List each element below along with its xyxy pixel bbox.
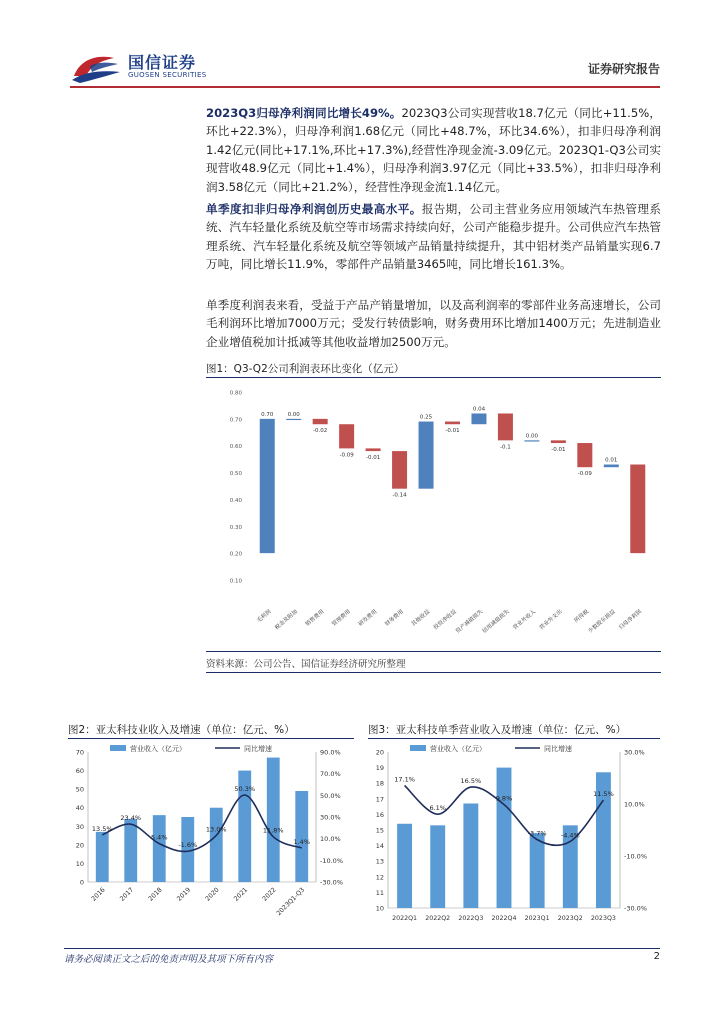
- fig3-title: 图3：亚太科技单季营业收入及增速（单位：亿元、%）: [368, 724, 627, 736]
- fig1-top-rule: [206, 377, 661, 378]
- waterfall-bar: [577, 443, 592, 467]
- y-tick-label: 0.60: [229, 444, 242, 451]
- y-tick-label: 19: [375, 764, 384, 773]
- y2-tick-label: 10.0%: [320, 835, 341, 844]
- data-label: -0.09: [339, 452, 354, 459]
- data-label: -0.02: [313, 428, 328, 435]
- x-tick-label: 2022Q2: [425, 915, 451, 922]
- waterfall-bar: [524, 440, 539, 441]
- data-label: 0.70: [261, 411, 274, 418]
- waterfall-bar: [339, 424, 354, 448]
- data-label: -0.01: [445, 428, 460, 435]
- x-tick-label: 2016: [90, 886, 107, 903]
- fig2-top-rule: [68, 738, 354, 739]
- y-tick-label: 0.50: [229, 471, 242, 478]
- growth-data-label: 13.5%: [91, 824, 113, 833]
- x-tick-label: 2023Q2: [557, 915, 583, 922]
- x-tick-label: 2022: [261, 886, 278, 903]
- x-tick-label: 2018: [147, 886, 164, 903]
- data-label: 0.00: [287, 411, 300, 418]
- y-tick-label: 40: [75, 804, 84, 813]
- x-tick-label: 投资净收益: [432, 608, 458, 632]
- y-tick-label: 16: [375, 810, 384, 819]
- paragraph-q3-profit: [206, 104, 661, 196]
- x-tick-label: 营业外收入: [512, 608, 538, 632]
- waterfall-bar: [604, 465, 619, 468]
- growth-data-label: 11.8%: [262, 826, 284, 835]
- logo-cn: 国信证券: [128, 53, 197, 72]
- waterfall-bar: [419, 422, 434, 489]
- y2-tick-label: 90.0%: [320, 748, 341, 757]
- waterfall-bar: [630, 465, 645, 554]
- waterfall-bar: [366, 448, 381, 451]
- waterfall-chart: [206, 380, 661, 650]
- growth-data-label: 13.0%: [205, 825, 227, 834]
- legend-bar-label: 营业收入（亿元）: [430, 745, 486, 753]
- y2-tick-label: -10.0%: [624, 852, 647, 861]
- x-tick-label: 少数股东损益: [587, 608, 617, 635]
- y-tick-label: 0.40: [229, 497, 242, 504]
- growth-data-label: 9.8%: [495, 794, 513, 803]
- y2-tick-label: 10.0%: [624, 800, 645, 809]
- x-tick-label: 归母净利润: [618, 608, 644, 632]
- y-tick-label: 0: [79, 878, 84, 887]
- x-tick-label: 财务费用: [384, 608, 405, 628]
- revenue-bar: [267, 758, 280, 882]
- waterfall-bar: [498, 413, 513, 440]
- header-divider: [70, 86, 660, 88]
- x-tick-label: 2017: [118, 886, 136, 903]
- paragraph-record-profit: [206, 200, 661, 274]
- paragraph-quarterly-pnl: [206, 296, 661, 351]
- data-label: -0.09: [577, 471, 592, 478]
- x-tick-label: 2022Q3: [458, 915, 484, 922]
- y-tick-label: 0.80: [229, 390, 242, 397]
- growth-data-label: -1.6%: [178, 841, 198, 850]
- annual-revenue-chart: [68, 740, 354, 938]
- paragraph-lead: 单季度扣非归母净利润创历史最高水平。: [206, 202, 422, 216]
- x-tick-label: 2023Q1-Q3: [275, 886, 307, 918]
- y-tick-label: 70: [75, 748, 84, 757]
- x-tick-label: 2023Q1: [524, 915, 550, 922]
- x-tick-label: 销售费用: [304, 608, 326, 628]
- x-tick-label: 2021: [232, 886, 250, 903]
- data-label: -0.01: [365, 455, 381, 462]
- growth-data-label: -3.7%: [527, 829, 547, 838]
- y-tick-label: 11: [375, 888, 384, 897]
- data-label: 0.25: [419, 414, 433, 421]
- y-tick-label: 12: [375, 873, 384, 882]
- legend-line-label: 同比增速: [544, 745, 572, 753]
- guosen-logo-icon: [70, 50, 122, 84]
- revenue-bar: [124, 819, 137, 882]
- y2-tick-label: -30.0%: [320, 878, 343, 887]
- growth-data-label: 16.5%: [460, 777, 482, 786]
- x-tick-label: 税金及附加: [274, 608, 299, 632]
- x-tick-label: 2023Q3: [590, 915, 616, 922]
- data-label: 0.01: [605, 457, 618, 464]
- waterfall-bar: [471, 413, 486, 424]
- y2-tick-label: 30.0%: [624, 748, 645, 757]
- logo-en: GUOSEN SECURITIES: [128, 71, 207, 79]
- waterfall-bar: [551, 440, 566, 443]
- footer-divider: [64, 948, 660, 949]
- x-tick-label: 研发费用: [357, 608, 379, 628]
- revenue-bar: [210, 808, 223, 882]
- data-label: -0.01: [551, 447, 566, 454]
- waterfall-bar: [286, 419, 301, 420]
- revenue-bar: [96, 832, 109, 882]
- waterfall-bar: [260, 419, 275, 553]
- revenue-bar: [293, 791, 311, 882]
- x-tick-label: 其他收益: [410, 608, 432, 628]
- growth-data-label: 23.4%: [120, 814, 142, 823]
- legend-bar-label: 营业收入（亿元）: [130, 745, 186, 753]
- y-tick-label: 18: [375, 779, 384, 788]
- quarterly-revenue-chart: [368, 740, 660, 938]
- y-tick-label: 20: [75, 841, 84, 850]
- growth-data-label: 1.4%: [293, 837, 311, 846]
- revenue-bar: [497, 768, 512, 908]
- page-number: 2: [653, 951, 660, 962]
- x-tick-label: 2020: [204, 886, 221, 903]
- legend-bar-swatch: [110, 745, 126, 751]
- y2-tick-label: -10.0%: [320, 856, 343, 865]
- footer-disclaimer: 请务必阅读正文之后的免责声明及其项下所有内容: [64, 954, 274, 965]
- legend-line-label: 同比增速: [244, 745, 272, 753]
- y2-tick-label: 30.0%: [320, 813, 341, 822]
- data-label: -0.1: [500, 444, 511, 451]
- legend-bar-swatch: [410, 745, 426, 751]
- y-tick-label: 20: [375, 748, 384, 757]
- page-header: [70, 48, 660, 86]
- fig1-bottom-rule: [206, 651, 661, 652]
- y-tick-label: 10: [75, 859, 84, 868]
- growth-data-label: 6.1%: [429, 804, 446, 813]
- y2-tick-label: 70.0%: [320, 770, 341, 779]
- x-tick-label: 2022Q1: [392, 915, 418, 922]
- y-tick-label: 14: [375, 842, 384, 851]
- fig1-source: 资料来源：公司公告、国信证券经济研究所整理: [206, 659, 406, 670]
- x-tick-label: 营业外支出: [538, 608, 564, 632]
- report-type: 证券研究报告: [587, 62, 660, 76]
- y-tick-label: 13: [375, 857, 384, 866]
- waterfall-bar: [313, 419, 328, 424]
- paragraph-lead: 2023Q3归母净利润同比增长49%。: [206, 106, 402, 120]
- y-tick-label: 50: [75, 785, 84, 794]
- growth-data-label: 11.5%: [593, 790, 614, 799]
- growth-data-label: 50.3%: [234, 785, 256, 794]
- revenue-bar: [463, 803, 478, 908]
- y-tick-label: 30: [75, 822, 84, 831]
- data-label: -0.14: [392, 492, 407, 499]
- x-tick-label: 毛利润: [256, 608, 273, 625]
- y-tick-label: 15: [375, 826, 384, 835]
- paragraph-body: 单季度利润表来看，受益于产品产销量增加，以及高利润率的零部件业务高速增长，公司毛利润环比增加7000万元；受发行转债影响，财务费用环比增加1400万元；先进制造业企业增值税加计抵减等其他收益增加2500万元。: [206, 298, 661, 349]
- revenue-bar: [150, 815, 168, 882]
- y2-tick-label: -30.0%: [624, 904, 647, 913]
- revenue-bar: [397, 824, 412, 908]
- paragraph-body: 2023Q3公司实现营收18.7亿元（同比+11.5%，环比+22.3%），归母净利润1.68亿元（同比+48.7%，环比34.6%），扣非归母净利润1.42亿元(同比+17.1%,环比+17.3%),经营性净现金流-3.09亿元。2023Q1-Q3公司实现营收48.9亿元（同比+1.4%），归母净利润3.97亿元（同比+33.5%），扣非归母净利润3.58亿元（同比+21.2%），经营性净现金流1.14亿元。: [206, 106, 661, 194]
- revenue-bar: [430, 825, 445, 908]
- y-tick-label: 0.10: [229, 578, 242, 585]
- x-tick-label: 资产减值损失: [455, 608, 485, 635]
- y-tick-label: 60: [75, 767, 84, 776]
- fig3-top-rule: [368, 738, 660, 739]
- y-tick-label: 0.20: [229, 551, 242, 558]
- growth-data-label: -4.4%: [560, 831, 580, 840]
- fig1-source-rule: [206, 672, 661, 673]
- x-tick-label: 所得税: [573, 608, 591, 625]
- x-tick-label: 2022Q4: [491, 915, 517, 922]
- growth-data-label: 17.1%: [394, 775, 415, 784]
- growth-data-label: 5.4%: [150, 833, 168, 842]
- x-tick-label: 2019: [175, 886, 193, 903]
- data-label: 0.04: [472, 406, 486, 413]
- y2-tick-label: 50.0%: [320, 791, 341, 800]
- fig1-title: 图1：Q3-Q2公司利润表环比变化（亿元）: [206, 363, 405, 375]
- y-tick-label: 0.30: [229, 524, 242, 531]
- y-tick-label: 17: [375, 795, 384, 804]
- waterfall-bar: [392, 451, 407, 489]
- fig2-title: 图2：亚太科技业收入及增速（单位：亿元、%）: [68, 724, 295, 736]
- y-tick-label: 10: [375, 904, 384, 913]
- waterfall-bar: [445, 422, 460, 425]
- y-tick-label: 0.70: [229, 417, 242, 424]
- paragraph-body: 报告期，公司主营业务应用领域汽车热管理系统、汽车轻量化系统及航空等市场需求持续向好，公司产能稳步提升。公司供应汽车热管理系统、汽车轻量化系统及航空等领域产品销量持续提升，其中铝材类产品销量实现6.7万吨，同比增长11.9%，零部件产品销量3465吨，同比增长161.3%。: [206, 202, 661, 272]
- revenue-bar: [530, 833, 545, 908]
- x-tick-label: 信用减值损失: [481, 608, 511, 635]
- x-tick-label: 管理费用: [331, 608, 352, 628]
- data-label: 0.00: [525, 433, 539, 440]
